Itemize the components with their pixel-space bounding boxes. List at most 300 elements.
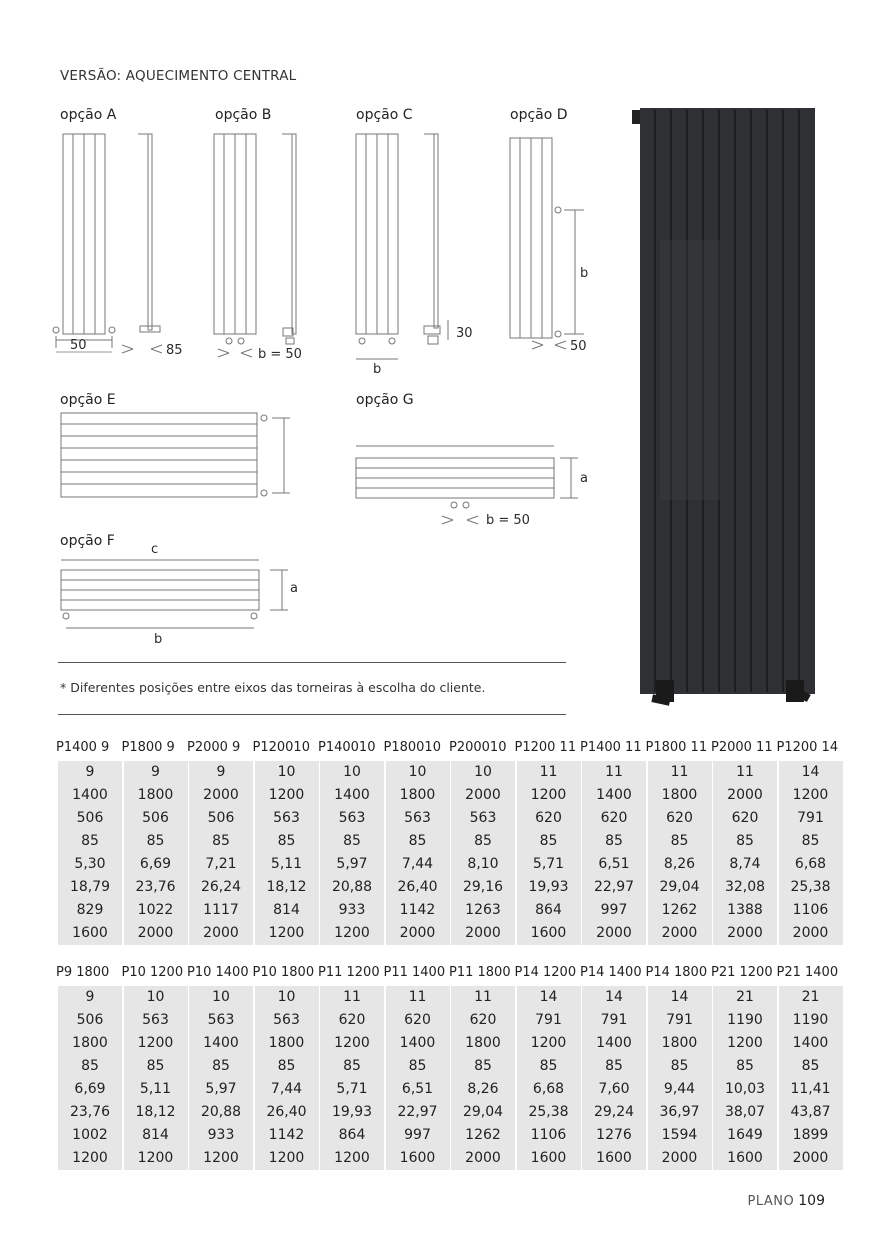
table-cell: 85 <box>801 833 820 849</box>
table-cell: 85 <box>736 833 754 849</box>
table-cell: 506 <box>76 1012 104 1028</box>
column-header: P14 1800 <box>645 965 708 980</box>
table-cell: 2000 <box>203 925 239 941</box>
table-cell: 1200 <box>137 1035 174 1051</box>
option-d-label: opção D <box>510 107 568 123</box>
column-header: P180010 <box>383 740 441 755</box>
table-cell: 25,38 <box>790 879 831 895</box>
table-cell: 829 <box>76 902 104 918</box>
table-cell: 563 <box>338 810 366 826</box>
table-cell: 21 <box>736 989 754 1005</box>
option-b-label: opção B <box>215 107 272 123</box>
table-cell: 1400 <box>334 787 370 803</box>
column-header: P10 1800 <box>252 965 315 980</box>
table-column <box>252 738 319 945</box>
table-cell: 1200 <box>792 787 829 803</box>
table-cell: 8,10 <box>467 856 499 872</box>
table-cell: 18,79 <box>69 879 111 895</box>
table-cell: 1002 <box>72 1127 108 1143</box>
option-e-drawing <box>61 413 290 497</box>
table-cell: 8,74 <box>729 856 761 872</box>
table-cell: 5,11 <box>270 856 303 872</box>
table-cell: 2000 <box>203 787 239 803</box>
column-values <box>582 986 646 1170</box>
column-values <box>451 986 515 1170</box>
table-cell: 85 <box>212 1058 230 1074</box>
table-cell: 997 <box>600 902 628 918</box>
table-cell: 563 <box>273 1012 300 1028</box>
column-header: P1400 9 <box>56 740 110 755</box>
table-cell: 563 <box>404 810 431 826</box>
table-cell: 2000 <box>596 925 632 941</box>
table-cell: 7,60 <box>598 1081 630 1097</box>
table-cell: 1200 <box>530 787 567 803</box>
table-cell: 1200 <box>268 925 305 941</box>
table-cell: 1276 <box>596 1127 632 1143</box>
table-cell: 9 <box>85 764 95 780</box>
table-cell: 864 <box>338 1127 366 1143</box>
table-cell: 10 <box>343 764 361 780</box>
table-column <box>320 963 384 1170</box>
table-cell: 7,44 <box>270 1081 303 1097</box>
table-column <box>189 738 253 945</box>
table-column <box>58 963 122 1170</box>
column-values <box>713 986 777 1170</box>
table-cell: 85 <box>277 1058 296 1074</box>
column-values <box>58 761 122 945</box>
table-cell: 933 <box>207 1127 235 1143</box>
divider-top <box>58 662 566 663</box>
option-c-side-drawing <box>424 134 448 344</box>
table-column <box>713 738 777 945</box>
table-cell: 10 <box>212 989 230 1005</box>
table-cell: 1600 <box>72 925 108 941</box>
table-column <box>383 738 450 945</box>
table-cell: 933 <box>338 902 366 918</box>
page-footer <box>748 1193 825 1209</box>
column-values <box>648 986 712 1170</box>
table-cell: 21 <box>801 989 820 1005</box>
table-cell: 85 <box>474 1058 492 1074</box>
column-values <box>386 986 450 1170</box>
table-cell: 1388 <box>727 902 763 918</box>
table-cell: 11 <box>670 764 689 780</box>
table-cell: 1106 <box>530 1127 567 1143</box>
table-cell: 1200 <box>530 1035 567 1051</box>
table-cell: 85 <box>539 833 558 849</box>
table-cell: 2000 <box>465 1150 501 1166</box>
table-column <box>582 963 646 1170</box>
column-values <box>255 761 319 945</box>
footer-brand: PLANO <box>747 1194 795 1209</box>
column-values <box>58 986 122 1170</box>
table-cell: 620 <box>535 810 562 826</box>
column-header: P1400 11 <box>580 740 642 755</box>
dim-c-height: 30 <box>456 326 473 341</box>
column-values <box>320 986 384 1170</box>
table-cell: 2000 <box>137 925 174 941</box>
option-g-label: opção G <box>356 392 414 408</box>
table-cell: 29,04 <box>659 879 700 895</box>
table-cell: 85 <box>539 1058 558 1074</box>
option-f-label: opção F <box>60 533 115 549</box>
table-cell: 26,40 <box>266 1104 307 1120</box>
table-cell: 1200 <box>727 1035 763 1051</box>
table-cell: 5,11 <box>139 1081 172 1097</box>
table-cell: 563 <box>207 1012 235 1028</box>
table-cell: 563 <box>142 1012 169 1028</box>
option-g-drawing <box>356 446 578 524</box>
option-c-front-drawing <box>356 134 398 359</box>
table-cell: 9,44 <box>663 1081 696 1097</box>
column-values <box>255 986 319 1170</box>
column-header: P10 1400 <box>187 965 249 980</box>
table-column <box>776 738 843 945</box>
table-cell: 2000 <box>399 925 436 941</box>
table-cell: 6,51 <box>598 856 630 872</box>
column-values <box>582 761 646 945</box>
column-header: P14 1200 <box>514 965 577 980</box>
column-values <box>779 986 843 1170</box>
table-cell: 1022 <box>137 902 174 918</box>
table-cell: 506 <box>76 810 104 826</box>
table-cell: 1600 <box>530 925 567 941</box>
table-cell: 620 <box>469 1012 497 1028</box>
table-cell: 563 <box>469 810 497 826</box>
table-column <box>451 963 515 1170</box>
table-cell: 563 <box>273 810 300 826</box>
option-c-label: opção C <box>356 107 413 123</box>
table-cell: 1800 <box>661 1035 698 1051</box>
column-values <box>517 986 581 1170</box>
table-cell: 1400 <box>203 1035 239 1051</box>
column-values <box>189 761 253 945</box>
table-cell: 10 <box>277 764 296 780</box>
table-cell: 10,03 <box>724 1081 766 1097</box>
table-cell: 14 <box>670 989 689 1005</box>
table-cell: 814 <box>273 902 300 918</box>
table-cell: 2000 <box>465 925 501 941</box>
column-values <box>386 761 450 945</box>
table-cell: 1400 <box>792 1035 829 1051</box>
table-cell: 11 <box>343 989 361 1005</box>
table-cell: 6,69 <box>74 1081 106 1097</box>
table-cell: 1262 <box>465 1127 501 1143</box>
table-cell: 85 <box>343 1058 361 1074</box>
option-f-drawing <box>61 560 288 628</box>
table-cell: 1899 <box>792 1127 829 1143</box>
table-cell: 997 <box>404 1127 431 1143</box>
table-cell: 5,71 <box>336 1081 368 1097</box>
table-cell: 20,88 <box>200 1104 242 1120</box>
table-cell: 85 <box>670 833 689 849</box>
dim-d-width: 50 <box>570 339 587 354</box>
dim-c-spacing: b <box>373 362 382 377</box>
table-cell: 7,44 <box>401 856 434 872</box>
table-cell: 1200 <box>72 1150 108 1166</box>
table-cell: 9 <box>151 764 160 780</box>
column-header: P14 1400 <box>580 965 642 980</box>
table-cell: 5,97 <box>205 1081 237 1097</box>
table-cell: 18,12 <box>266 879 307 895</box>
table-cell: 2000 <box>661 925 698 941</box>
page-number: 109 <box>798 1193 825 1209</box>
column-header: P1200 14 <box>776 740 839 755</box>
table-cell: 2000 <box>465 787 501 803</box>
dim-d-height: b <box>580 266 589 281</box>
table-cell: 22,97 <box>397 1104 438 1120</box>
radiator-image <box>632 108 815 706</box>
table-cell: 620 <box>666 810 693 826</box>
table-cell: 506 <box>142 810 169 826</box>
column-header: P21 1400 <box>776 965 839 980</box>
table-cell: 20,88 <box>331 879 373 895</box>
column-header: P2000 9 <box>187 740 241 755</box>
column-values <box>779 761 843 945</box>
table-column <box>582 738 646 945</box>
table-cell: 25,38 <box>528 1104 569 1120</box>
table-cell: 1200 <box>203 1150 239 1166</box>
dim-f-top: c <box>151 542 159 557</box>
table-cell: 1594 <box>661 1127 698 1143</box>
table-cell: 85 <box>670 1058 689 1074</box>
table-cell: 38,07 <box>724 1104 766 1120</box>
column-header: P1800 9 <box>121 740 175 755</box>
table-cell: 791 <box>797 810 824 826</box>
table-cell: 19,93 <box>331 1104 373 1120</box>
column-header: P1200 11 <box>514 740 577 755</box>
table-cell: 1649 <box>727 1127 763 1143</box>
table-cell: 85 <box>146 833 165 849</box>
table-cell: 6,51 <box>401 1081 434 1097</box>
table-column <box>514 738 581 945</box>
table-cell: 2000 <box>792 1150 829 1166</box>
dim-a-depth: 85 <box>166 343 183 358</box>
table-cell: 85 <box>81 833 99 849</box>
table-cell: 43,87 <box>790 1104 831 1120</box>
table-cell: 1200 <box>137 1150 174 1166</box>
table-cell: 1400 <box>399 1035 436 1051</box>
table-cell: 791 <box>666 1012 693 1028</box>
table-cell: 814 <box>142 1127 169 1143</box>
dim-b-spacing: b = 50 <box>258 347 302 362</box>
table-cell: 1800 <box>137 787 174 803</box>
table-cell: 1200 <box>334 1035 370 1051</box>
dim-f-height: a <box>290 581 298 596</box>
column-values <box>320 761 384 945</box>
column-header: P200010 <box>449 740 507 755</box>
table-cell: 1262 <box>661 902 698 918</box>
table-cell: 2000 <box>792 925 829 941</box>
table-cell: 1117 <box>203 902 239 918</box>
option-b-front-drawing <box>214 134 256 357</box>
column-values <box>713 761 777 945</box>
table-column <box>645 738 712 945</box>
table-cell: 9 <box>216 764 226 780</box>
option-b-side-drawing <box>282 134 296 344</box>
table-cell: 5,71 <box>532 856 565 872</box>
table-cell: 29,04 <box>462 1104 504 1120</box>
table-column <box>776 963 843 1170</box>
table-column <box>645 963 712 1170</box>
table-cell: 85 <box>408 833 427 849</box>
table-cell: 1600 <box>399 1150 436 1166</box>
table-cell: 9 <box>85 989 95 1005</box>
table-cell: 11 <box>408 989 427 1005</box>
table-cell: 5,30 <box>74 856 106 872</box>
table-column <box>121 738 188 945</box>
table-column <box>383 963 450 1170</box>
table-cell: 1142 <box>268 1127 305 1143</box>
table-cell: 85 <box>408 1058 427 1074</box>
column-header: P140010 <box>318 740 376 755</box>
table-cell: 23,76 <box>69 1104 111 1120</box>
table-cell: 1200 <box>268 787 305 803</box>
table-cell: 11 <box>539 764 558 780</box>
table-cell: 85 <box>736 1058 754 1074</box>
table-cell: 2000 <box>727 787 763 803</box>
dim-g-height: a <box>580 471 588 486</box>
table-cell: 1800 <box>661 787 698 803</box>
column-values <box>189 986 253 1170</box>
table-cell: 1400 <box>72 787 108 803</box>
table-cell: 864 <box>535 902 562 918</box>
table-cell: 791 <box>600 1012 628 1028</box>
table-cell: 1400 <box>596 1035 632 1051</box>
option-d-front-drawing <box>510 138 584 349</box>
dim-a-width: 50 <box>70 338 87 353</box>
spec-table-1 <box>56 738 839 948</box>
table-cell: 2000 <box>727 925 763 941</box>
column-header: P10 1200 <box>121 965 184 980</box>
table-cell: 11 <box>605 764 623 780</box>
table-cell: 6,68 <box>794 856 827 872</box>
option-a-front-drawing <box>53 134 115 352</box>
table-cell: 85 <box>277 833 296 849</box>
table-cell: 1190 <box>727 1012 763 1028</box>
table-cell: 85 <box>605 1058 623 1074</box>
table-cell: 1800 <box>72 1035 108 1051</box>
table-cell: 10 <box>277 989 296 1005</box>
table-cell: 1800 <box>399 787 436 803</box>
table-column <box>58 738 122 945</box>
table-cell: 1800 <box>465 1035 501 1051</box>
version-title: VERSÃO: AQUECIMENTO CENTRAL <box>60 68 297 84</box>
table-cell: 620 <box>404 1012 431 1028</box>
column-values <box>648 761 712 945</box>
footnote: * Diferentes posições entre eixos das torneiras à escolha do cliente. <box>60 680 486 695</box>
table-cell: 10 <box>474 764 492 780</box>
table-cell: 26,40 <box>397 879 438 895</box>
column-header: P11 1400 <box>383 965 446 980</box>
table-cell: 1600 <box>727 1150 763 1166</box>
table-cell: 1600 <box>530 1150 567 1166</box>
table-cell: 1142 <box>399 902 436 918</box>
table-cell: 23,76 <box>135 879 176 895</box>
dim-g-spacing: b = 50 <box>486 513 530 528</box>
table-cell: 6,69 <box>139 856 172 872</box>
table-cell: 2000 <box>661 1150 698 1166</box>
option-a-side-drawing <box>122 134 162 353</box>
table-column <box>189 963 253 1170</box>
column-header: P1800 11 <box>645 740 708 755</box>
table-cell: 85 <box>474 833 492 849</box>
table-cell: 1200 <box>268 1150 305 1166</box>
table-cell: 85 <box>212 833 230 849</box>
option-a-label: opção A <box>60 107 117 123</box>
table-cell: 791 <box>535 1012 562 1028</box>
column-header: P11 1200 <box>318 965 380 980</box>
table-cell: 85 <box>605 833 623 849</box>
table-cell: 85 <box>801 1058 820 1074</box>
table-cell: 22,97 <box>593 879 635 895</box>
column-values <box>124 986 188 1170</box>
table-cell: 506 <box>207 810 235 826</box>
table-cell: 620 <box>600 810 628 826</box>
table-cell: 36,97 <box>659 1104 700 1120</box>
table-cell: 29,24 <box>593 1104 635 1120</box>
dim-f-bottom: b <box>154 632 163 647</box>
table-column <box>451 738 515 945</box>
table-cell: 6,68 <box>532 1081 565 1097</box>
table-cell: 1190 <box>792 1012 829 1028</box>
table-cell: 1263 <box>465 902 501 918</box>
column-header: P120010 <box>252 740 310 755</box>
table-cell: 29,16 <box>462 879 504 895</box>
table-cell: 85 <box>146 1058 165 1074</box>
table-cell: 1600 <box>596 1150 632 1166</box>
table-column <box>713 963 777 1170</box>
table-cell: 18,12 <box>135 1104 176 1120</box>
table-cell: 5,97 <box>336 856 368 872</box>
column-values <box>451 761 515 945</box>
table-cell: 1200 <box>334 925 370 941</box>
table-cell: 620 <box>338 1012 366 1028</box>
table-cell: 1800 <box>268 1035 305 1051</box>
option-e-label: opção E <box>60 392 116 408</box>
column-header: P21 1200 <box>711 965 773 980</box>
column-header: P11 1800 <box>449 965 511 980</box>
divider-bottom <box>58 714 566 715</box>
table-cell: 7,21 <box>205 856 237 872</box>
table-cell: 85 <box>343 833 361 849</box>
column-values <box>124 761 188 945</box>
table-cell: 14 <box>801 764 820 780</box>
table-cell: 11,41 <box>790 1081 831 1097</box>
spec-table-2 <box>56 963 839 1173</box>
column-values <box>517 761 581 945</box>
table-cell: 620 <box>731 810 759 826</box>
table-column <box>252 963 319 1170</box>
table-cell: 8,26 <box>663 856 696 872</box>
table-cell: 10 <box>408 764 427 780</box>
table-cell: 14 <box>539 989 558 1005</box>
table-cell: 1200 <box>334 1150 370 1166</box>
table-cell: 1106 <box>792 902 829 918</box>
table-cell: 11 <box>474 989 492 1005</box>
table-cell: 10 <box>146 989 165 1005</box>
column-header: P2000 11 <box>711 740 773 755</box>
table-column <box>121 963 188 1170</box>
table-column <box>320 738 384 945</box>
table-cell: 85 <box>81 1058 99 1074</box>
column-header: P9 1800 <box>56 965 110 980</box>
table-cell: 11 <box>736 764 754 780</box>
table-cell: 1400 <box>596 787 632 803</box>
table-cell: 32,08 <box>724 879 766 895</box>
table-cell: 14 <box>605 989 623 1005</box>
table-cell: 19,93 <box>528 879 569 895</box>
